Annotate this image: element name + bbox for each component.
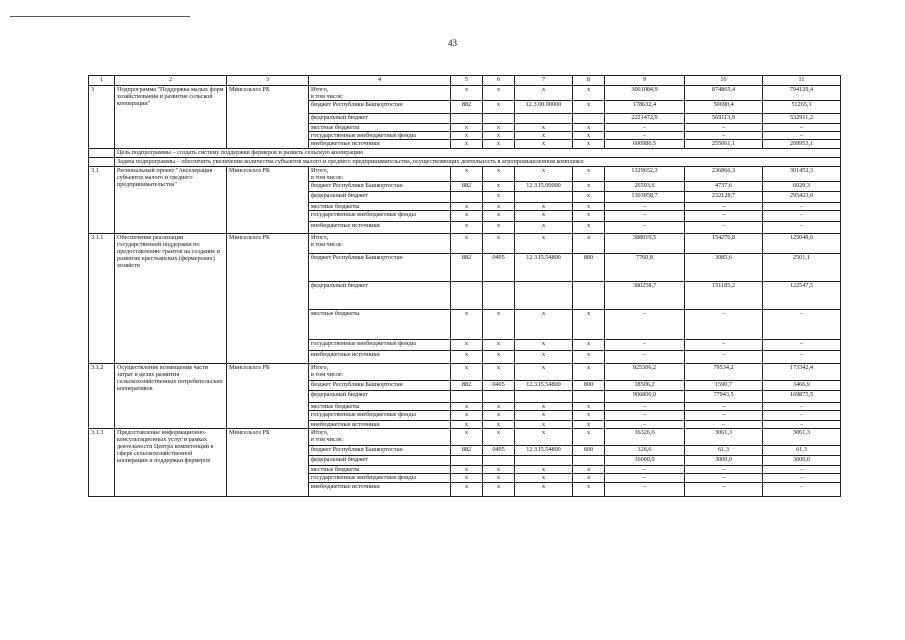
cell-value: – (685, 351, 763, 364)
cell-value (573, 114, 605, 124)
row-name: Региональный проект "Акселерация субъектов малого и среднего предпринимательства" (115, 167, 227, 234)
funding-source: местные бюджеты (309, 403, 451, 411)
funding-source: Итого, в том числе: (309, 234, 451, 254)
row-number: 3.1.1 (89, 234, 115, 364)
cell-value (451, 282, 483, 310)
cell-value: 232128,7 (685, 192, 763, 203)
cell-value: 16326,6 (605, 429, 685, 446)
cell-value: 61,3 (763, 446, 841, 456)
cell-value: 50690,4 (685, 101, 763, 114)
cell-value: x (515, 132, 573, 140)
cell-value: x (451, 203, 483, 211)
cell-value: x (573, 403, 605, 411)
cell-value: x (483, 340, 515, 351)
cell-value: 800 (573, 254, 605, 282)
cell-value: 12.3.I5.00000 (515, 182, 573, 192)
row-executor: Минсельхоз РБ (227, 364, 309, 429)
cell-value: x (483, 86, 515, 101)
cell-value: – (605, 411, 685, 421)
cell-value: 3085,6 (685, 254, 763, 282)
cell-value: x (451, 124, 483, 132)
funding-source: федеральный бюджет (309, 456, 451, 466)
cell-value: x (573, 211, 605, 222)
funding-source: Итого, в том числе: (309, 429, 451, 446)
funding-source: федеральный бюджет (309, 391, 451, 403)
cell-value: x (515, 421, 573, 429)
cell-value: – (685, 124, 763, 132)
cell-value: – (685, 310, 763, 340)
cell-value: x (451, 132, 483, 140)
cell-value: x (515, 234, 573, 254)
cell-value: 600980,5 (605, 140, 685, 149)
cell-value: 3001084,9 (605, 86, 685, 101)
funding-source: государственные внебюджетные фонды (309, 132, 451, 140)
funding-source: бюджет Республики Башкортостан (309, 381, 451, 391)
cell-value: x (573, 167, 605, 182)
cell-value: x (451, 340, 483, 351)
cell-value: – (605, 132, 685, 140)
cell-value: 79534,2 (685, 364, 763, 381)
cell-value: 600 (573, 446, 605, 456)
cell-value: – (605, 124, 685, 132)
cell-value: x (451, 466, 483, 474)
cell-value: x (573, 124, 605, 132)
cell-value: – (763, 466, 841, 474)
cell-value: 925306,2 (605, 364, 685, 381)
cell-value: 12.3.00.00000 (515, 101, 573, 114)
cell-value (573, 456, 605, 466)
cell-value: x (515, 411, 573, 421)
funding-source: федеральный бюджет (309, 282, 451, 310)
cell-value (451, 391, 483, 403)
funding-source: внебюджетные источники (309, 140, 451, 149)
cell-value: 882 (451, 182, 483, 192)
cell-value: 236866,3 (685, 167, 763, 182)
cell-value: 301452,3 (763, 167, 841, 182)
cell-value: x (573, 340, 605, 351)
cell-value: x (573, 132, 605, 140)
cell-value (451, 114, 483, 124)
funding-source: Итого, в том числе: (309, 86, 451, 101)
cell-value: 122547,5 (763, 282, 841, 310)
cell-value: x (573, 429, 605, 446)
funding-source: внебюджетные источники (309, 483, 451, 497)
cell-value: x (515, 140, 573, 149)
cell-value: 2221472,0 (605, 114, 685, 124)
cell-value: – (685, 474, 763, 483)
cell-value: x (515, 222, 573, 234)
cell-value: x (515, 211, 573, 222)
cell-value: 388019,5 (605, 234, 685, 254)
cell-value: – (605, 203, 685, 211)
funding-source: внебюджетные источники (309, 351, 451, 364)
cell-value: 882 (451, 254, 483, 282)
cell-value: 173342,4 (763, 364, 841, 381)
funding-source: бюджет Республики Башкортостан (309, 254, 451, 282)
cell-value: 51265,1 (763, 101, 841, 114)
cell-value: – (763, 351, 841, 364)
note-text: Задача подпрограммы – обеспечить увеличение количества субъектов малого и среднего предпринимательства, осуществляющих деятельность в агропромышленном комплексе (115, 158, 841, 167)
blank-cell (89, 149, 115, 158)
cell-value: x (515, 364, 573, 381)
cell-value: x (515, 167, 573, 182)
cell-value (515, 114, 573, 124)
cell-value: 12.3.I5.54800 (515, 381, 573, 391)
cell-value: 1590,7 (685, 381, 763, 391)
cell-value: 569113,9 (685, 114, 763, 124)
cell-value: – (685, 466, 763, 474)
cell-value: – (685, 411, 763, 421)
column-header: 5 (451, 76, 483, 86)
cell-value: 7760,8 (605, 254, 685, 282)
cell-value: – (685, 203, 763, 211)
cell-value (451, 456, 483, 466)
column-header: 10 (685, 76, 763, 86)
cell-value: 3000,0 (763, 456, 841, 466)
column-header: 11 (763, 76, 841, 86)
cell-value: x (451, 167, 483, 182)
table-row (89, 86, 841, 101)
cell-value: – (763, 211, 841, 222)
row-number: 3.1 (89, 167, 115, 234)
cell-value (515, 192, 573, 203)
column-header: 9 (605, 76, 685, 86)
cell-value: x (451, 364, 483, 381)
cell-value: x (483, 403, 515, 411)
column-header: 6 (483, 76, 515, 86)
row-executor: Минсельхоз РБ (227, 167, 309, 234)
funding-source: Итого, в том числе: (309, 364, 451, 381)
cell-value: x (515, 124, 573, 132)
cell-value: – (763, 222, 841, 234)
cell-value: – (763, 124, 841, 132)
cell-value: x (515, 403, 573, 411)
funding-source: местные бюджеты (309, 310, 451, 340)
cell-value: 295423,0 (763, 192, 841, 203)
cell-value: – (605, 421, 685, 429)
cell-value: – (763, 340, 841, 351)
row-executor: Минсельхоз РБ (227, 86, 309, 149)
cell-value: x (451, 421, 483, 429)
column-header: 7 (515, 76, 573, 86)
table-row (89, 429, 841, 446)
cell-value: x (573, 421, 605, 429)
cell-value: x (451, 483, 483, 497)
row-name: Предоставление информационно-консультационных услуг в рамках деятельности Центра компетенций в сфере сельскохозяйственной кооперации и поддержки фермеров (115, 429, 227, 497)
cell-value: 380258,7 (605, 282, 685, 310)
cell-value: x (573, 411, 605, 421)
cell-value: 794129,4 (763, 86, 841, 101)
cell-value: x (515, 310, 573, 340)
cell-value: 4737,6 (685, 182, 763, 192)
cell-value: x (451, 411, 483, 421)
cell-value: 3061,3 (685, 429, 763, 446)
cell-value: x (451, 222, 483, 234)
row-executor: Минсельхоз РБ (227, 429, 309, 497)
cell-value: 77943,5 (685, 391, 763, 403)
cell-value: – (605, 310, 685, 340)
table-row (89, 364, 841, 381)
cell-value: 169875,5 (763, 391, 841, 403)
cell-value: x (483, 132, 515, 140)
cell-value: 3061,3 (763, 429, 841, 446)
cell-value: 154270,8 (685, 234, 763, 254)
row-number: 3.1.3 (89, 429, 115, 497)
cell-value: x (451, 86, 483, 101)
cell-value (573, 282, 605, 310)
cell-value (515, 282, 573, 310)
cell-value: x (515, 86, 573, 101)
cell-value: 209953,1 (763, 140, 841, 149)
funding-source: местные бюджеты (309, 124, 451, 132)
blank-cell (89, 158, 115, 167)
cell-value: 906800,0 (605, 391, 685, 403)
cell-value: 0405 (483, 254, 515, 282)
cell-value: 18506,2 (605, 381, 685, 391)
cell-value: x (451, 474, 483, 483)
cell-value: x (573, 474, 605, 483)
cell-value: – (605, 466, 685, 474)
cell-value: 882 (451, 381, 483, 391)
cell-value: x (483, 474, 515, 483)
cell-value: 26593,6 (605, 182, 685, 192)
cell-value: x (483, 101, 515, 114)
cell-value: 2501,1 (763, 254, 841, 282)
cell-value: – (685, 340, 763, 351)
cell-value: 16000,0 (605, 456, 685, 466)
cell-value: – (763, 310, 841, 340)
cell-value: – (685, 132, 763, 140)
cell-value (515, 391, 573, 403)
cell-value: x (573, 86, 605, 101)
funding-source: внебюджетные источники (309, 222, 451, 234)
cell-value: x (573, 192, 605, 203)
cell-value: – (605, 403, 685, 411)
cell-value (451, 192, 483, 203)
cell-value: x (483, 466, 515, 474)
cell-value: 800 (573, 381, 605, 391)
cell-value: 1329652,3 (605, 167, 685, 182)
header-row (89, 76, 841, 86)
funding-source: федеральный бюджет (309, 114, 451, 124)
cell-value: x (573, 101, 605, 114)
cell-value: x (483, 124, 515, 132)
cell-value: – (685, 483, 763, 497)
funding-source: бюджет Республики Башкортостан (309, 101, 451, 114)
row-name: Подпрограмма "Поддержка малых форм хозяйствования и развитие сельской кооперации" (115, 86, 227, 149)
note-text: Цель подпрограммы – создать систему поддержки фермеров и развить сельскую кооперацию (115, 149, 841, 158)
cell-value: 532911,2 (763, 114, 841, 124)
budget-table (88, 75, 841, 497)
cell-value: x (483, 192, 515, 203)
cell-value: – (605, 351, 685, 364)
cell-value (483, 391, 515, 403)
cell-value: – (763, 483, 841, 497)
funding-source: местные бюджеты (309, 466, 451, 474)
column-header: 1 (89, 76, 115, 86)
cell-value: x (483, 211, 515, 222)
cell-value: x (483, 411, 515, 421)
cell-value: x (483, 483, 515, 497)
cell-value (483, 282, 515, 310)
cell-value: 1303058,7 (605, 192, 685, 203)
cell-value (483, 114, 515, 124)
cell-value: – (763, 411, 841, 421)
funding-source: государственные внебюджетные фонды (309, 211, 451, 222)
cell-value: – (763, 421, 841, 429)
page-number: 43 (448, 38, 457, 48)
cell-value: x (483, 421, 515, 429)
funding-source: местные бюджеты (309, 203, 451, 211)
cell-value: 882 (451, 446, 483, 456)
cell-value: x (573, 140, 605, 149)
cell-value: x (515, 203, 573, 211)
row-name: Осуществление возмещения части затрат в целях развития сельскохозяйственных потребительских кооперативов (115, 364, 227, 429)
cell-value: x (483, 222, 515, 234)
cell-value: x (573, 203, 605, 211)
row-number: 3 (89, 86, 115, 149)
table-row (89, 234, 841, 254)
cell-value: x (451, 310, 483, 340)
cell-value: x (573, 466, 605, 474)
cell-value: x (483, 167, 515, 182)
funding-source: государственные внебюджетные фонды (309, 411, 451, 421)
cell-value: x (515, 483, 573, 497)
cell-value: x (483, 351, 515, 364)
cell-value: x (515, 340, 573, 351)
cell-value: 3000,0 (685, 456, 763, 466)
cell-value: x (573, 483, 605, 497)
cell-value: x (515, 351, 573, 364)
cell-value: – (763, 132, 841, 140)
cell-value: – (763, 403, 841, 411)
cell-value: 178632,4 (605, 101, 685, 114)
cell-value: x (573, 351, 605, 364)
cell-value: 61,3 (685, 446, 763, 456)
cell-value: 255061,1 (685, 140, 763, 149)
cell-value (573, 391, 605, 403)
cell-value: x (483, 429, 515, 446)
cell-value: 6029,3 (763, 182, 841, 192)
cell-value: 0405 (483, 381, 515, 391)
cell-value: – (685, 421, 763, 429)
cell-value: x (515, 429, 573, 446)
cell-value: x (515, 474, 573, 483)
cell-value: x (483, 182, 515, 192)
cell-value: x (573, 222, 605, 234)
cell-value: – (605, 474, 685, 483)
cell-value: 874865,4 (685, 86, 763, 101)
cell-value: x (451, 234, 483, 254)
cell-value: 125048,6 (763, 234, 841, 254)
cell-value: x (483, 310, 515, 340)
cell-value: x (573, 234, 605, 254)
cell-value: – (685, 222, 763, 234)
cell-value: x (515, 466, 573, 474)
header-rule (10, 16, 190, 17)
cell-value: 12.3.I5.54800 (515, 254, 573, 282)
note-row (89, 149, 841, 158)
funding-source: бюджет Республики Башкортостан (309, 446, 451, 456)
cell-value: 151185,2 (685, 282, 763, 310)
cell-value: – (763, 474, 841, 483)
cell-value (515, 456, 573, 466)
note-row (89, 158, 841, 167)
cell-value: x (483, 364, 515, 381)
cell-value: x (483, 140, 515, 149)
funding-source: внебюджетные источники (309, 421, 451, 429)
cell-value: x (451, 403, 483, 411)
column-header: 3 (227, 76, 309, 86)
funding-source: бюджет Республики Башкортостан (309, 182, 451, 192)
cell-value: 882 (451, 101, 483, 114)
row-executor: Минсельхоз РБ (227, 234, 309, 364)
cell-value: – (685, 211, 763, 222)
cell-value: – (605, 211, 685, 222)
column-header: 4 (309, 76, 451, 86)
cell-value: x (451, 140, 483, 149)
cell-value: – (763, 203, 841, 211)
cell-value: – (605, 222, 685, 234)
cell-value: – (605, 340, 685, 351)
cell-value: 326,6 (605, 446, 685, 456)
cell-value: – (605, 483, 685, 497)
cell-value: – (685, 403, 763, 411)
cell-value: x (451, 429, 483, 446)
cell-value (483, 456, 515, 466)
cell-value: 3466,9 (763, 381, 841, 391)
column-header: 8 (573, 76, 605, 86)
funding-source: государственные внебюджетные фонды (309, 340, 451, 351)
funding-source: государственные внебюджетные фонды (309, 474, 451, 483)
table-row (89, 167, 841, 182)
column-header: 2 (115, 76, 227, 86)
funding-source: федеральный бюджет (309, 192, 451, 203)
cell-value: 12.3.I5.54800 (515, 446, 573, 456)
cell-value: x (483, 234, 515, 254)
cell-value: 0405 (483, 446, 515, 456)
cell-value: x (573, 182, 605, 192)
row-name: Обеспечение реализации государственной поддержки по предоставлению грантов на создание и развитие крестьянских (фермерских) хозяйств (115, 234, 227, 364)
funding-source: Итого, в том числе: (309, 167, 451, 182)
cell-value: x (451, 351, 483, 364)
cell-value: x (573, 364, 605, 381)
cell-value: x (483, 203, 515, 211)
cell-value: x (451, 211, 483, 222)
cell-value: x (573, 310, 605, 340)
row-number: 3.1.2 (89, 364, 115, 429)
